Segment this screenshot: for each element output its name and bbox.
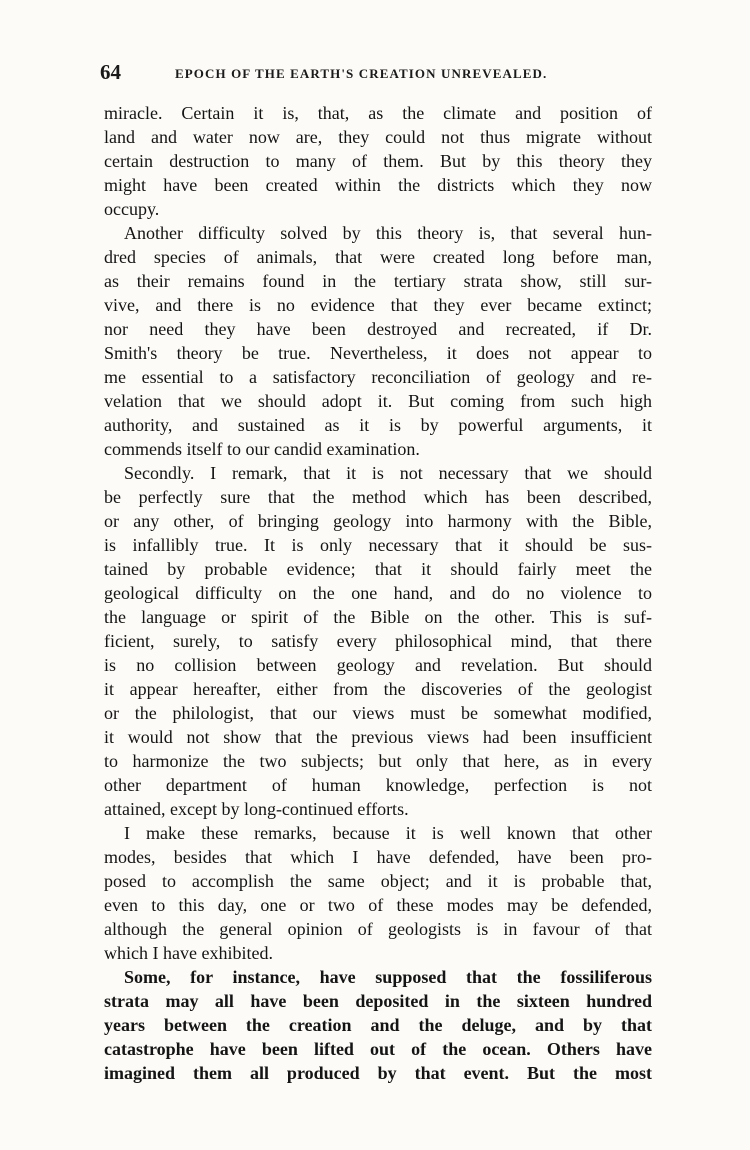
text-line: although the general opinion of geologists is in favour of that [104, 919, 652, 939]
text-line: land and water now are, they could not thus migrate without [104, 127, 652, 147]
text-line: Secondly. I remark, that it is not necessary that we should [124, 463, 652, 483]
text-line: to harmonize the two subjects; but only that here, as in every [104, 751, 652, 771]
text-line: me essential to a satisfactory reconciliation of geology and re- [104, 367, 652, 387]
text-line: miracle. Certain it is, that, as the climate and position of [104, 103, 652, 123]
text-line: the language or spirit of the Bible on the other. This is suf- [104, 607, 652, 627]
text-line: tained by probable evidence; that it should fairly meet the [104, 559, 652, 579]
text-line: I make these remarks, because it is well known that other [124, 823, 652, 843]
body-text [104, 101, 652, 1085]
text-line: dred species of animals, that were created long before man, [104, 247, 652, 267]
text-line: posed to accomplish the same object; and it is probable that, [104, 871, 652, 891]
text-line: velation that we should adopt it. But coming from such high [104, 391, 652, 411]
page-number: 64 [100, 60, 121, 84]
text-line: attained, except by long-continued efforts. [104, 799, 409, 819]
text-line: is infallibly true. It is only necessary that it should be sus- [104, 535, 652, 555]
text-line: Another difficulty solved by this theory is, that several hun- [124, 223, 652, 243]
text-line: Smith's theory be true. Nevertheless, it does not appear to [104, 343, 652, 363]
text-line: ficient, surely, to satisfy every philosophical mind, that there [104, 631, 652, 651]
text-line: it appear hereafter, either from the discoveries of the geologist [104, 679, 652, 699]
text-line: or the philologist, that our views must be somewhat modified, [104, 703, 652, 723]
text-line: geological difficulty on the one hand, and do no violence to [104, 583, 652, 603]
text-line: even to this day, one or two of these modes may be defended, [104, 895, 652, 915]
text-line: be perfectly sure that the method which has been described, [104, 487, 652, 507]
text-line: nor need they have been destroyed and recreated, if Dr. [104, 319, 652, 339]
text-line: as their remains found in the tertiary strata show, still sur- [104, 271, 652, 291]
text-line: vive, and there is no evidence that they ever became extinct; [104, 295, 652, 315]
text-line: other department of human knowledge, perfection is not [104, 775, 652, 795]
text-line: modes, besides that which I have defended, have been pro- [104, 847, 652, 867]
text-line: authority, and sustained as it is by powerful arguments, it [104, 415, 652, 435]
text-line: imagined them all produced by that event. But the most [104, 1063, 652, 1083]
text-line: which I have exhibited. [104, 943, 273, 963]
text-line: might have been created within the districts which they now [104, 175, 652, 195]
text-line: it would not show that the previous views had been insufficient [104, 727, 652, 747]
text-line: occupy. [104, 199, 160, 219]
text-line: is no collision between geology and revelation. But should [104, 655, 652, 675]
text-line: strata may all have been deposited in the sixteen hundred [104, 991, 652, 1011]
text-line: or any other, of bringing geology into harmony with the Bible, [104, 511, 652, 531]
text-line: commends itself to our candid examination. [104, 439, 420, 459]
page-header [100, 60, 660, 88]
text-line: years between the creation and the deluge, and by that [104, 1015, 652, 1035]
text-line: certain destruction to many of them. But by this theory they [104, 151, 652, 171]
text-line: Some, for instance, have supposed that the fossiliferous [124, 967, 652, 987]
running-title: EPOCH OF THE EARTH'S CREATION UNREVEALED. [175, 66, 548, 81]
text-line: catastrophe have been lifted out of the ocean. Others have [104, 1039, 652, 1059]
